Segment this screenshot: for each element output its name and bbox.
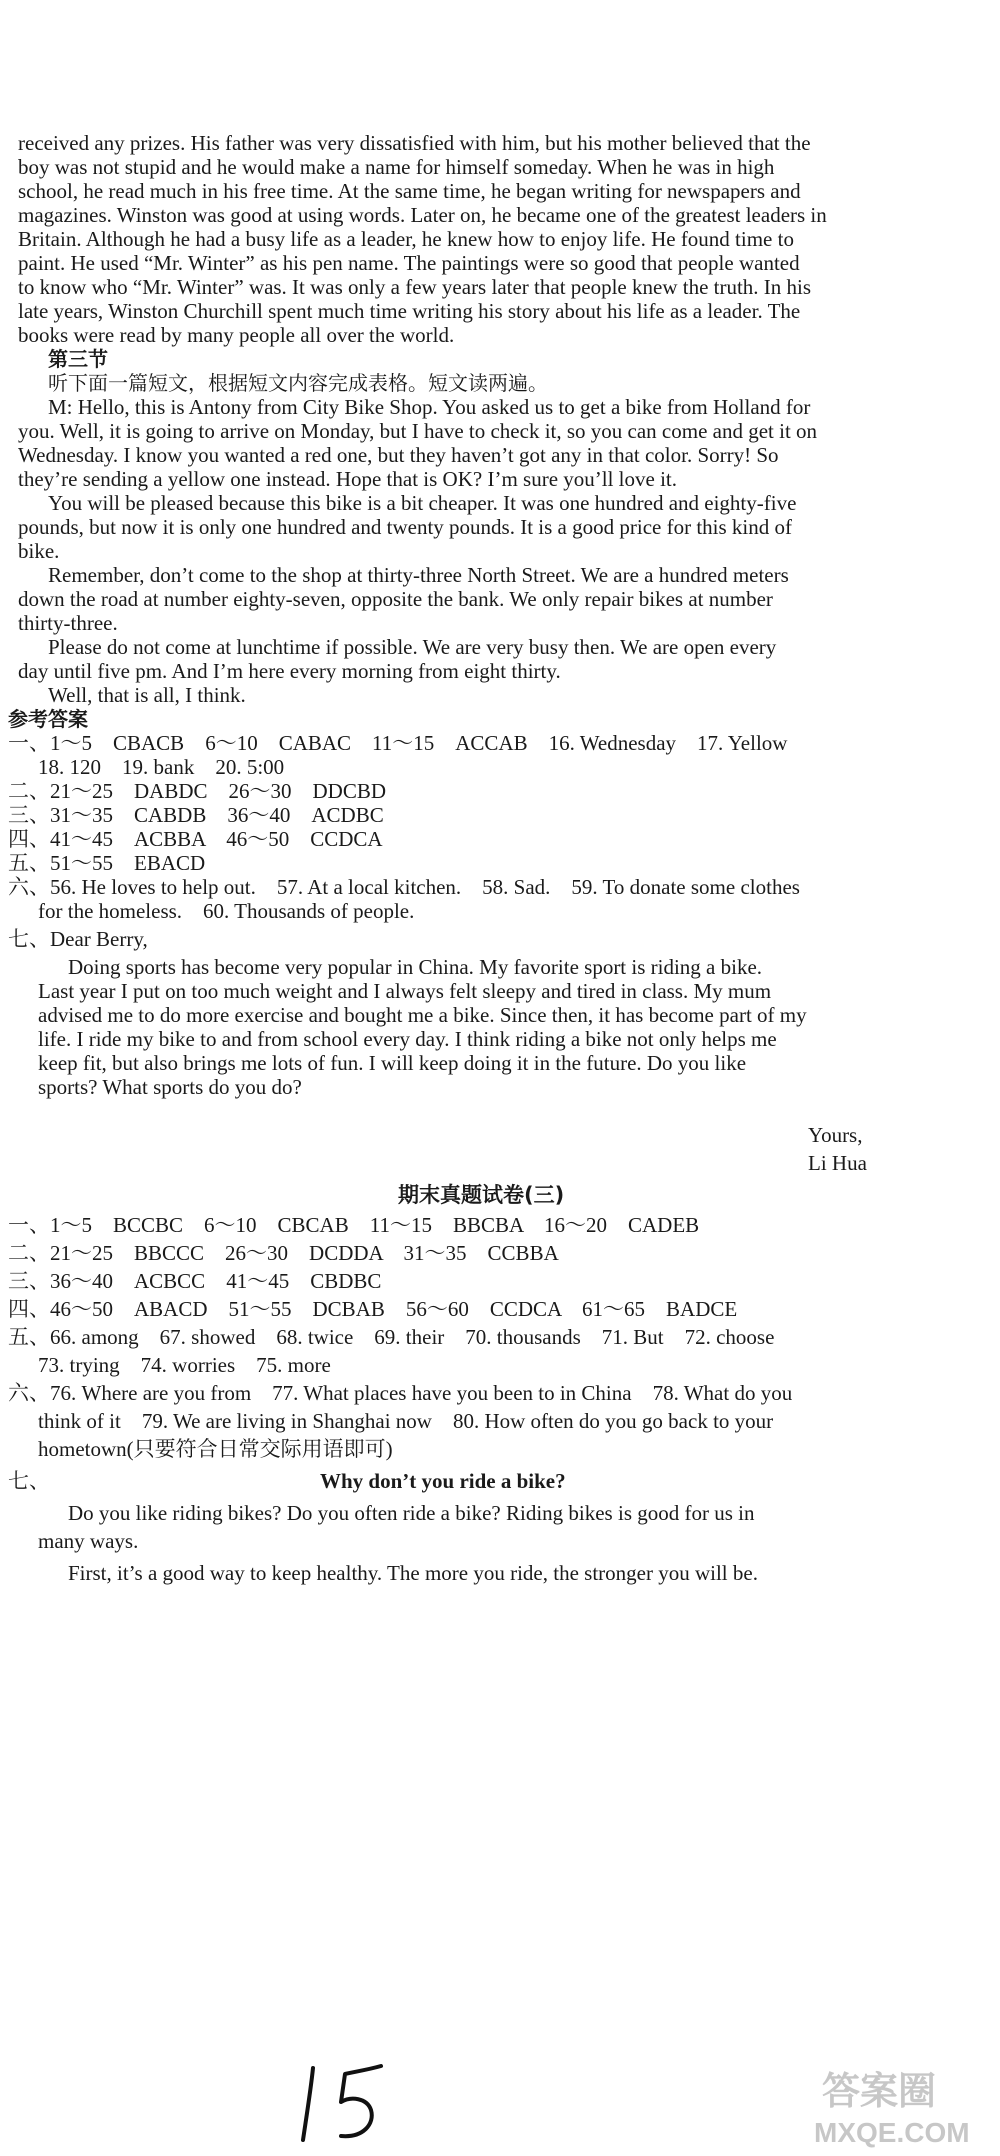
passage-line: school, he read much in his free time. At the same time, he began writing for newspapers and (18, 179, 801, 203)
section-heading: 第三节 (48, 347, 108, 371)
answer-line: for the homeless. 60. Thousands of people. (38, 899, 415, 923)
passage-line: to know who “Mr. Winter” was. It was only a few years later that people knew the truth. In his (18, 275, 812, 299)
passage-line: boy was not stupid and he would make a name for himself someday. When he was in high (18, 155, 775, 179)
answer-line: 六、56. He loves to help out. 57. At a local kitchen. 58. Sad. 59. To donate some clothes (8, 875, 800, 899)
letter-line: keep fit, but also brings me lots of fun. I will keep doing it in the future. Do you like (38, 1051, 747, 1075)
exam-answer-line: 六、76. Where are you from 77. What places have you been to in China 78. What do you (8, 1381, 793, 1405)
passage-line: late years, Winston Churchill spent much time writing his story about his life as a leader. The (18, 299, 801, 323)
answer-line: 五、51～55 EBACD (8, 851, 206, 875)
exam-answer-line: 二、21～25 BBCCC 26～30 DCDDA 31～35 CCBBA (8, 1241, 559, 1265)
handwritten-page-number (285, 2058, 405, 2148)
essay-line: First, it’s a good way to keep healthy. The more you ride, the stronger you will be. (68, 1561, 758, 1585)
listening-line: pounds, but now it is only one hundred and twenty pounds. It is a good price for this kind of (18, 515, 792, 539)
letter-line: advised me to do more exercise and bought me a bike. Since then, it has become part of my (38, 1003, 807, 1027)
passage-line: magazines. Winston was good at using words. Later on, he became one of the greatest leaders in (18, 203, 827, 227)
exam-answer-line: 五、66. among 67. showed 68. twice 69. their 70. thousands 71. But 72. choose (8, 1325, 775, 1349)
answer-line: 三、31～35 CABDB 36～40 ACDBC (8, 803, 384, 827)
answer-line: 18. 120 19. bank 20. 5:00 (38, 755, 285, 779)
letter-line: Last year I put on too much weight and I always felt sleepy and tired in class. My mum (38, 979, 772, 1003)
exam-answer-line: 三、36～40 ACBCC 41～45 CBDBC (8, 1269, 382, 1293)
listening-line: Well, that is all, I think. (48, 683, 246, 707)
listening-line: thirty-three. (18, 611, 118, 635)
listening-line: Please do not come at lunchtime if possible. We are very busy then. We are open every (48, 635, 777, 659)
essay-title: Why don’t you ride a bike? (320, 1469, 566, 1493)
listening-line: You will be pleased because this bike is a bit cheaper. It was one hundred and eighty-five (48, 491, 797, 515)
letter-line: sports? What sports do you do? (38, 1075, 302, 1099)
answers-heading: 参考答案 (8, 707, 88, 731)
listening-line: you. Well, it is going to arrive on Monday, but I have to check it, so you can come and get it on (18, 419, 818, 443)
letter-line: life. I ride my bike to and from school every day. I think riding a bike not only helps me (38, 1027, 777, 1051)
listening-line: Wednesday. I know you wanted a red one, but they haven’t got any in that color. Sorry! So (18, 443, 779, 467)
section-instruction: 听下面一篇短文，根据短文内容完成表格。短文读两遍。 (48, 371, 548, 395)
essay-label: 七、 (8, 1469, 50, 1493)
listening-line: down the road at number eighty-seven, opposite the bank. We only repair bikes at number (18, 587, 773, 611)
listening-line: M: Hello, this is Antony from City Bike Shop. You asked us to get a bike from Holland for (48, 395, 811, 419)
passage-line: received any prizes. His father was very dissatisfied with him, but his mother believed that the (18, 131, 811, 155)
exam-answer-line: 73. trying 74. worries 75. more (38, 1353, 331, 1377)
listening-line: day until five pm. And I’m here every morning from eight thirty. (18, 659, 561, 683)
answer-line: 四、41～45 ACBBA 46～50 CCDCA (8, 827, 383, 851)
letter-signer: Li Hua (808, 1151, 867, 1175)
passage-line: Britain. Although he had a busy life as a leader, he knew how to enjoy life. He found time to (18, 227, 794, 251)
passage-line: paint. He used “Mr. Winter” as his pen name. The paintings were so good that people wanted (18, 251, 800, 275)
letter-line: Doing sports has become very popular in China. My favorite sport is riding a bike. (68, 955, 763, 979)
exam-title: 期末真题试卷(三) (398, 1183, 565, 1207)
answer-line: 二、21～25 DABDC 26～30 DDCBD (8, 779, 387, 803)
listening-line: Remember, don’t come to the shop at thirty-three North Street. We are a hundred meters (48, 563, 789, 587)
listening-line: bike. (18, 539, 60, 563)
watermark-logo (804, 2062, 994, 2152)
essay-line: Do you like riding bikes? Do you often ride a bike? Riding bikes is good for us in (68, 1501, 755, 1525)
letter-closing: Yours, (808, 1123, 863, 1147)
exam-answer-line: think of it 79. We are living in Shanghai now 80. How often do you go back to your (38, 1409, 774, 1433)
essay-line: many ways. (38, 1529, 139, 1553)
exam-answer-line: 四、46～50 ABACD 51～55 DCBAB 56～60 CCDCA 61～65 BADCE (8, 1297, 738, 1321)
watermark-cn: 答案圈 (822, 2069, 937, 2113)
exam-answer-line: 一、1～5 BCCBC 6～10 CBCAB 11～15 BBCBA 16～20 CADEB (8, 1213, 700, 1237)
answer-line: 一、1～5 CBACB 6～10 CABAC 11～15 ACCAB 16. Wednesday 17. Yellow (8, 731, 788, 755)
exam-answer-line: hometown(只要符合日常交际用语即可) (38, 1437, 393, 1461)
listening-line: they’re sending a yellow one instead. Hope that is OK? I’m sure you’ll love it. (18, 467, 677, 491)
passage-line: books were read by many people all over the world. (18, 323, 455, 347)
watermark-url: MXQE.COM (814, 2117, 970, 2148)
letter-salutation: 七、Dear Berry, (8, 927, 148, 951)
